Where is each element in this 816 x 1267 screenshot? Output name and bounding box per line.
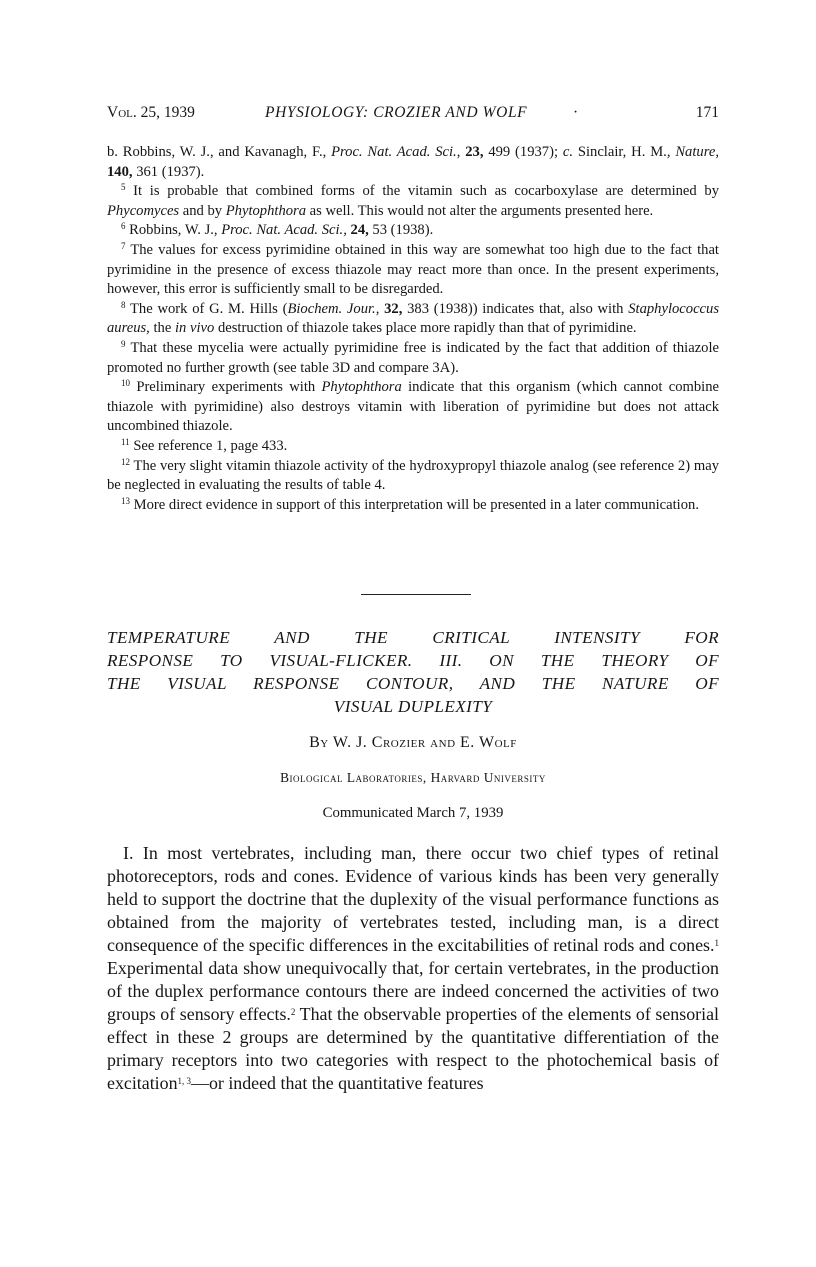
fn-volume: 24,	[350, 222, 369, 239]
fn-genus: Phytophthora	[321, 379, 402, 396]
citation-mark: 2	[290, 1007, 296, 1017]
fn-text: 361 (1937).	[132, 163, 205, 180]
affiliation: Biological Laboratories, Harvard University	[280, 770, 546, 785]
fn-journal: Nature,	[675, 144, 719, 160]
fn-latin: in vivo	[174, 320, 215, 337]
body-text	[107, 842, 719, 1095]
running-header	[107, 104, 719, 126]
fn-text: 499 (1937);	[483, 144, 563, 160]
footnote-8	[107, 300, 719, 339]
section-divider	[361, 594, 471, 595]
fn-genus: Phycomyces	[107, 202, 180, 219]
fn-journal: Biochem. Jour.,	[287, 300, 380, 317]
footnote-13	[107, 496, 719, 516]
footnote-11	[107, 437, 719, 457]
footnote-10	[107, 378, 719, 437]
fn-journal: Proc. Nat. Acad. Sci.,	[221, 222, 347, 239]
fn-text: b. Robbins, W. J., and Kavanagh, F.,	[107, 144, 332, 160]
fn-text: indicate that this organism (which cannot combine thiazole with pyrimidine) also destroys vitamin with liberation of pyrimidine but does not attack uncombined thiazole.	[107, 379, 719, 435]
footnote-7	[107, 241, 719, 300]
footnotes	[107, 143, 719, 515]
running-title: PHYSIOLOGY: CROZIER AND WOLF	[265, 104, 528, 121]
footnote-mark: 11	[121, 436, 130, 447]
fn-text: 383 (1938)) indicates that, also with	[402, 300, 629, 317]
citation-mark: 1	[714, 938, 719, 948]
footnote-mark: 12	[121, 456, 130, 467]
fn-text: Sinclair, H. M.,	[573, 144, 676, 160]
fn-text: The very slight vitamin thiazole activity of the hydroxypropyl thiazole analog (see reference 2) may be neglected in evaluating the results of table 4.	[107, 457, 719, 494]
fn-letter: c.	[562, 144, 574, 160]
fn-text: and by	[179, 202, 226, 219]
body-sentence: —or indeed that the quantitative features	[191, 1073, 484, 1093]
footnote-mark: 6	[121, 221, 126, 232]
fn-text: That these mycelia were actually pyrimidine free is indicated by the fact that addition of thiazole promoted no further growth (see table 3D and compare 3A).	[107, 339, 719, 376]
footnote-mark: 9	[121, 338, 126, 349]
citation-mark: 1, 3	[177, 1076, 192, 1086]
fn-text: Robbins, W. J.,	[125, 222, 222, 239]
fn-text: Preliminary experiments with	[130, 379, 322, 396]
footnote-mark: 7	[121, 240, 126, 251]
footnote-continuation	[107, 143, 719, 182]
fn-journal: Proc. Nat. Acad. Sci.	[331, 144, 457, 160]
fn-volume: 23,	[465, 144, 484, 160]
body-sentence: That the observable properties of the elements of sensorial effect in these 2 groups are determined by the quantitative differentiation of the primary receptors into two categories with respect to the photochemical basis of excitation	[107, 1004, 719, 1093]
fn-species: Staphylococcus aureus,	[107, 300, 719, 337]
footnote-mark: 5	[121, 182, 126, 193]
body-sentence: I. In most vertebrates, including man, there occur two chief types of retinal photoreceptors, rods and cones. Evidence of various kinds has been very generally held to support the doctrine that the duplexity of the visual performance functions as obtained from the majority of vertebrates tested, including man, is a direct consequence of the specific differences in the excitabilities of retinal rods and cones.	[107, 843, 719, 955]
title-line: VISUAL DUPLEXITY	[333, 697, 493, 716]
fn-volume: 140,	[107, 163, 133, 180]
title-line: THE VISUAL RESPONSE CONTOUR, AND THE NATURE OF	[107, 674, 719, 693]
footnote-mark: 8	[121, 299, 126, 310]
fn-genus: Phytophthora	[225, 202, 307, 219]
footnote-9	[107, 339, 719, 378]
footnote-6	[107, 221, 719, 241]
page-number: 171	[695, 104, 719, 121]
fn-text: It is probable that combined forms of the vitamin such as cocarboxylase are determined by	[125, 183, 719, 200]
header-dot: ·	[573, 104, 579, 121]
fn-text: More direct evidence in support of this interpretation will be presented in a later communication.	[130, 496, 699, 513]
footnote-mark: 13	[121, 495, 130, 506]
fn-volume: 32,	[384, 300, 403, 317]
footnote-mark: 10	[121, 378, 130, 389]
authors: By W. J. Crozier and E. Wolf	[309, 734, 517, 751]
fn-text: See reference 1, page 433.	[129, 437, 288, 454]
fn-text: destruction of thiazole takes place more rapidly than that of pyrimidine.	[214, 320, 637, 337]
body-sentence: Experimental data show unequivocally that, for certain vertebrates, in the production of the duplex performance contours there are indeed concerned the activities of two groups of sensory effects.	[107, 958, 719, 1024]
title-line: RESPONSE TO VISUAL-FLICKER. III. ON THE THEORY OF	[107, 651, 719, 670]
fn-text: the	[149, 320, 175, 337]
communicated-date: Communicated March 7, 1939	[322, 805, 504, 821]
fn-text: as well. This would not alter the arguments presented here.	[306, 202, 654, 219]
paragraph	[107, 842, 719, 1095]
fn-text: ,	[456, 144, 466, 160]
footnote-5	[107, 182, 719, 221]
fn-text: The work of G. M. Hills (	[125, 300, 288, 317]
footnote-12	[107, 457, 719, 496]
fn-text: 53 (1938).	[368, 222, 434, 239]
volume-year: Vol. 25, 1939	[107, 104, 195, 121]
title-line: TEMPERATURE AND THE CRITICAL INTENSITY FOR	[107, 628, 719, 647]
fn-text: The values for excess pyrimidine obtained in this way are somewhat too high due to the fact that pyrimidine in the presence of excess thiazole may react more than once. In the present experiments, however, this error is sufficiently small to be disregarded.	[107, 241, 719, 298]
article-title	[107, 626, 719, 718]
